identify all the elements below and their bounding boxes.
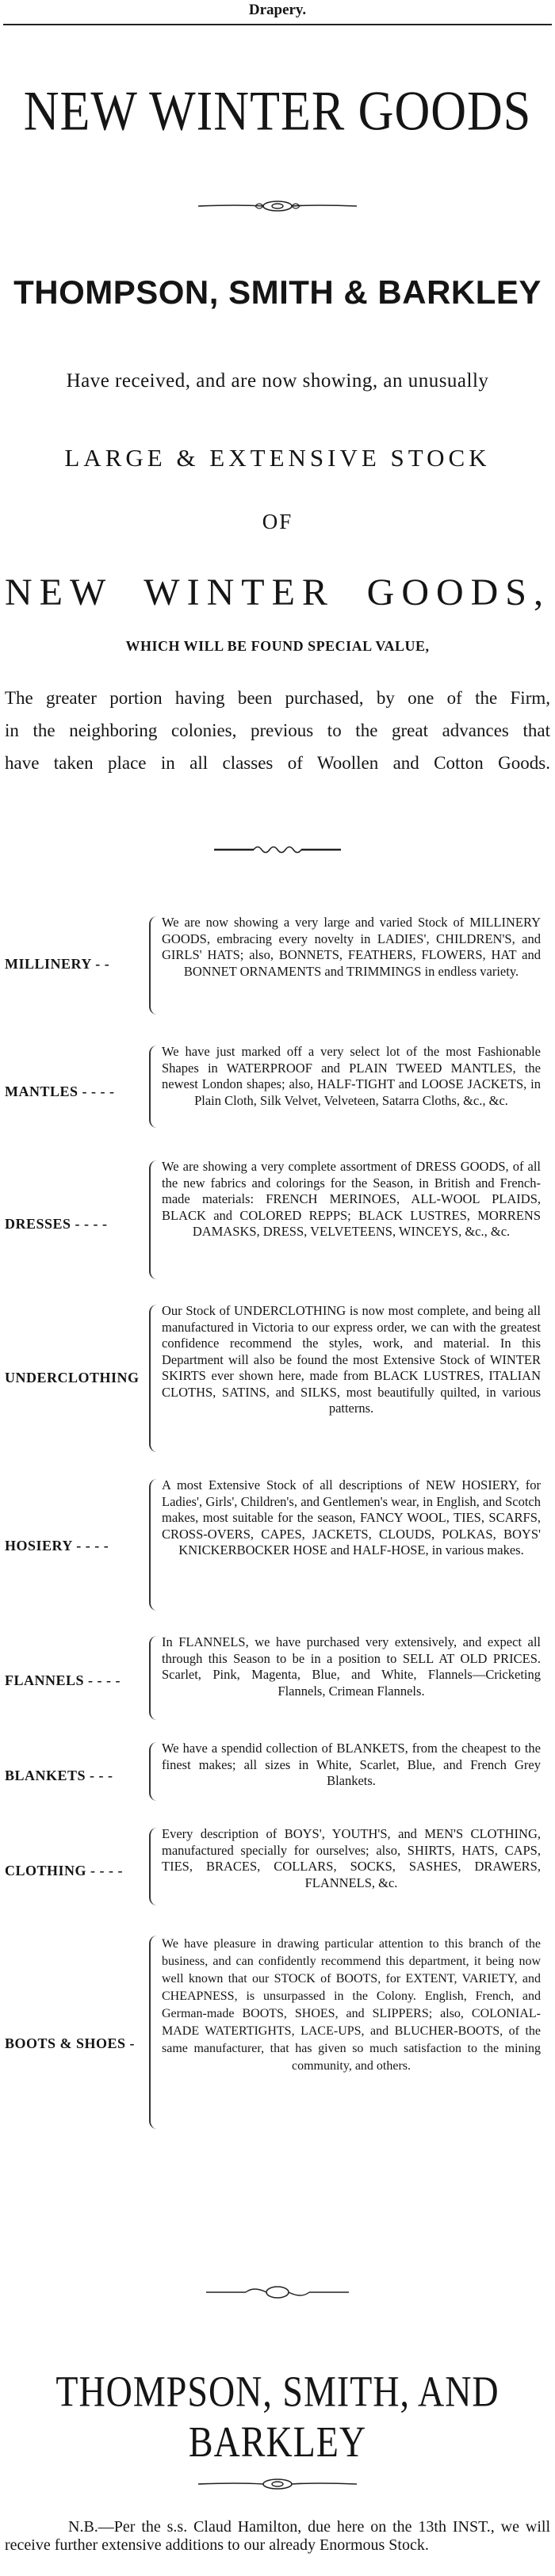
- firm-name: THOMPSON, SMITH & BARKLEY: [13, 273, 542, 311]
- scroll-ornament-icon: [198, 2475, 357, 2494]
- brace-icon: [149, 1305, 160, 1452]
- section-flannels: [0, 1631, 555, 1726]
- brace-icon: [149, 1828, 160, 1905]
- brace-icon: [149, 1045, 160, 1128]
- ornament-divider-lower: [198, 2283, 357, 2302]
- brace-icon: [149, 1160, 160, 1279]
- section-text: We are showing a very complete assortment of DRESS GOODS, of all the new fabrics and colorings for the Season, in British and French-made materials: FRENCH MERINOES, ALL-WOOL PLAIDS, BLACK and COLORED REPPS; BLACK LUSTRES, MORRENS DAMASKS, DRESS, VELVETEENS, WINCEYS, &c., &c.: [162, 1159, 541, 1239]
- section-label: MILLINERY - -: [5, 956, 110, 972]
- section-label: MANTLES - - - -: [5, 1084, 115, 1099]
- section-label: CLOTHING - - - -: [5, 1863, 123, 1878]
- section-text: We have just marked off a very select lot of the most Fashionable Shapes in WATERPROOF and PLAIN TWEED MANTLES, the newest London shapes; also, HALF-TIGHT and LOOSE JACKETS, in Plain Cloth, Silk Velvet, Velveteen, Satarra Cloths, &c., &c.: [162, 1044, 541, 1108]
- section-boots-shoes: [0, 1931, 555, 2137]
- main-headline: NEW WINTER GOODS: [23, 80, 532, 143]
- section-text: We have pleasure in drawing particular attention to this branch of the business, and can confidently recommend this department, it being now well known that our STOCK of BOOTS, for EXTENT, VARIETY, and CHEAPNESS, is unsurpassed in the Colony. English, French, and German-made BOOTS, SHOES, and SLIPPERS; also, COLONIAL-MADE WATERTIGHTS, LACE-UPS, and BLUCHER-BOOTS, of the same manufacturer, that has given so much satisfaction to the mining community, and others.: [162, 1937, 541, 2073]
- nb-notice: N.B.—Per the s.s. Claud Hamilton, due here on the 13th INST., we will receive further extensive additions to our already Enormous Stock.: [5, 2518, 550, 2554]
- brace-icon: [149, 1936, 160, 2129]
- of-line: OF: [262, 510, 293, 533]
- section-clothing: [0, 1823, 555, 1914]
- category-heading: Drapery.: [248, 2, 307, 18]
- ornament-divider-top: [198, 197, 357, 216]
- section-text: We are now showing a very large and varied Stock of MILLINERY GOODS, embracing every novelty in LADIES', CHILDREN'S, and GIRLS' HATS; also, BONNETS, FEATHERS, FLOWERS, HAT and BONNET ORNAMENTS and TRIMMINGS in endless variety.: [162, 915, 541, 979]
- section-label: HOSIERY - - - -: [5, 1538, 109, 1554]
- section-text: A most Extensive Stock of all descriptions of NEW HOSIERY, for Ladies', Girls', Children's, and Gentlemen's wear, in English, and Scotch makes, most suitable for the season, FANCY WOOL, TIES, SCARFS, CROSS-OVERS, CAPES, JACKETS, CLOUDS, POLKAS, BOYS' KNICKERBOCKER HOSE and HALF-HOSE, in various makes.: [162, 1477, 541, 1557]
- brace-icon: [149, 1636, 160, 1720]
- section-label: FLANNELS - - - -: [5, 1672, 121, 1688]
- section-text: We have a spendid collection of BLANKETS, from the cheapest to the finest makes; all sizes in White, Scarlet, Blue, and French Grey Blankets.: [162, 1741, 541, 1788]
- section-label: BLANKETS - - -: [5, 1768, 113, 1783]
- top-rule: [3, 24, 552, 25]
- paragraph-line: in the neighboring colonies, previous to the great advances that: [5, 720, 550, 740]
- brace-icon: [149, 1479, 160, 1611]
- scroll-ornament-icon: [198, 197, 357, 216]
- section-millinery: [0, 912, 555, 1022]
- stock-line: LARGE & EXTENSIVE STOCK: [64, 444, 491, 472]
- intro-line: Have received, and are now showing, an unusually: [66, 370, 489, 392]
- section-blankets: [0, 1737, 555, 1809]
- section-mantles: [0, 1042, 555, 1145]
- brace-icon: [149, 916, 160, 1015]
- secondary-headline: NEW WINTER GOODS,: [5, 571, 550, 613]
- section-label: DRESSES - - - -: [5, 1216, 108, 1232]
- section-underclothing: [0, 1300, 555, 1458]
- firm-name-footer: THOMPSON, SMITH, AND BARKLEY: [56, 2367, 500, 2466]
- special-value-line: WHICH WILL BE FOUND SPECIAL VALUE,: [125, 638, 430, 654]
- ornament-divider-bottom: [198, 2475, 357, 2494]
- brace-icon: [149, 1742, 160, 1801]
- ornament-divider-middle: [198, 840, 357, 859]
- section-dresses: [0, 1157, 555, 1284]
- intro-paragraph: [5, 682, 550, 779]
- section-hosiery: [0, 1474, 555, 1617]
- paragraph-line: have taken place in all classes of Woollen and Cotton Goods.: [5, 753, 550, 773]
- section-text: In FLANNELS, we have purchased very extensively, and expect all through this Season to be in a position to SELL AT OLD PRICES. Scarlet, Pink, Magenta, Blue, and White, Flannels—Cricketing Flannels, Crimean Flannels.: [162, 1634, 541, 1699]
- section-text: Our Stock of UNDERCLOTHING is now most complete, and being all manufactured in Victoria to our express order, we can with the greatest confidence recommend the styles, work, and material. In this Department will also be found the most Extensive Stock of WINTER SKIRTS ever shown here, made from BLACK LUSTRES, ITALIAN CLOTHS, SATINS, and SILKS, most beautifully quilted, in various patterns.: [162, 1303, 541, 1416]
- paragraph-line: The greater portion having been purchased, by one of the Firm,: [5, 688, 550, 708]
- scroll-ornament-icon: [198, 2283, 357, 2302]
- section-label: UNDERCLOTHING: [5, 1370, 140, 1385]
- section-label: BOOTS & SHOES -: [5, 2035, 136, 2051]
- section-text: Every description of BOYS', YOUTH'S, and MEN'S CLOTHING, manufactured specially for ourselves; also, SHIRTS, HATS, CAPS, TIES, BRACES, COLLARS, SOCKS, SASHES, DRAWERS, FLANNELS, &c.: [162, 1826, 541, 1890]
- scroll-ornament-icon: [198, 840, 357, 859]
